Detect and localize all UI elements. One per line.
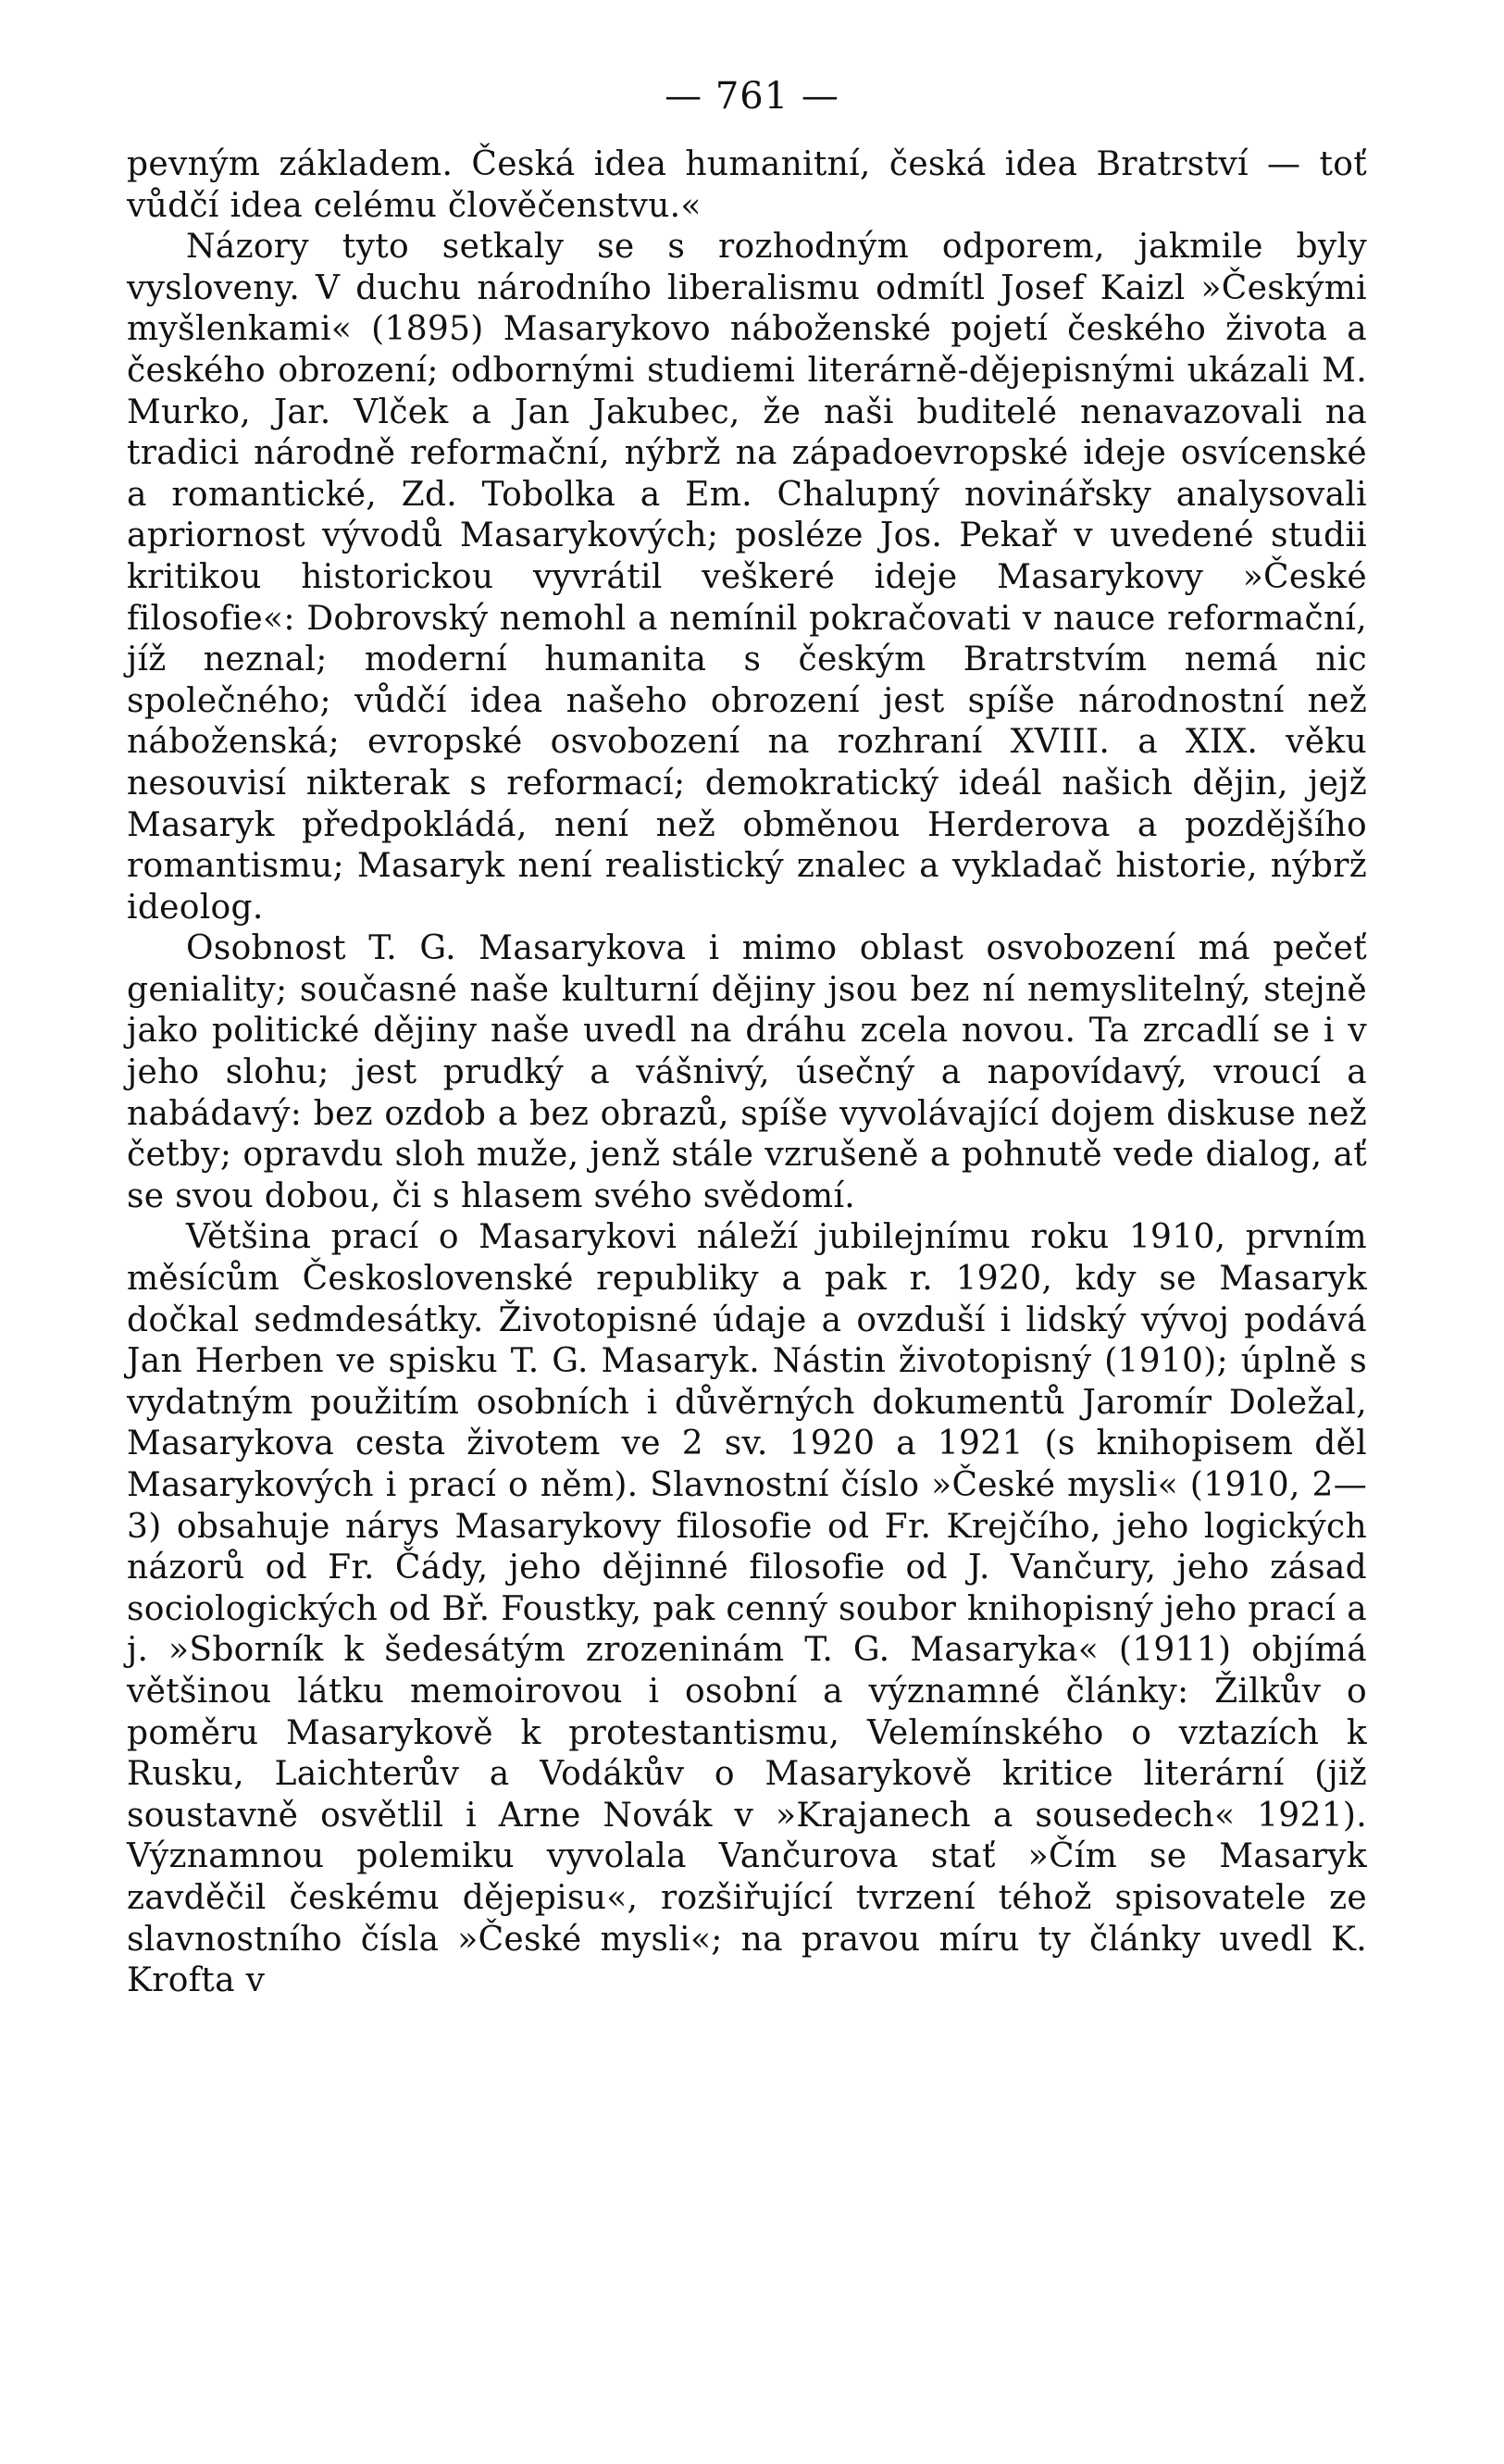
paragraph-continuation: pevným základem. Česká idea humanitní, česká idea Bratrství — toť vůdčí idea celému člověčenstvu.« [127, 145, 1367, 225]
paragraph-literature: Většina prací o Masarykovi náleží jubilejnímu roku 1910, prvním měsícům Československé republiky a pak r. 1920, kdy se Masaryk dočkal sedmdesátky. Životopisné údaje a ovzduší i lidský vývoj podává Jan Herben ve spisku T. G. Masaryk. Nástin životopisný (1910); úplně s vydatným použitím osobních i důvěrných dokumentů Jaromír Doležal, Masarykova cesta životem ve 2 sv. 1920 a 1921 (s knihopisem děl Masarykových i prací o něm). Slavnostní číslo »České mysli« (1910, 2—3) obsahuje nárys Masarykovy filosofie od Fr. Krejčího, jeho logických názorů od Fr. Čády, jeho dějinné filosofie od J. Vančury, jeho zásad sociologických od Bř. Foustky, pak cenný soubor knihopisný jeho prací a j. »Sborník k šedesátým zrozeninám T. G. Masaryka« (1911) objímá většinou látku memoirovou i osobní a významné články: Žilkův o poměru Masarykově k protestantismu, Velemínského o vztazích k Rusku, Laichterův a Vodákův o Masarykově kritice literární (již soustavně osvětlil i Arne Novák v »Krajanech a sousedech« 1921). Významnou polemiku vyvolala Vančurova stať »Čím se Masaryk zavděčil českému dějepisu«, rozšiřující tvrzení téhož spisovatele ze slavnostního čísla »České mysli«; na pravou míru ty články uvedl K. Krofta v [127, 1218, 1367, 2000]
paragraph-personality: Osobnost T. G. Masarykova i mimo oblast osvobození má pečeť geniality; současné naše kulturní dějiny jsou bez ní nemyslitelný, stejně jako politické dějiny naše uvedl na dráhu zcela novou. Ta zrcadlí se i v jeho slohu; jest prudký a vášnivý, úsečný a napovídavý, vroucí a nabádavý: bez ozdob a bez obrazů, spíše vyvolávající dojem diskuse než četby; opravdu sloh muže, jenž stále vzrušeně a pohnutě vede dialog, ať se svou dobou, či s hlasem svého svědomí. [127, 929, 1367, 1215]
body-text [127, 144, 1367, 2002]
page-number: — 761 — [665, 75, 839, 118]
paragraph-criticism: Názory tyto setkaly se s rozhodným odporem, jakmile byly vysloveny. V duchu národního liberalismu odmítl Josef Kaizl »Českými myšlenkami« (1895) Masarykovo náboženské pojetí českého života a českého obrození; odbornými studiemi literárně-dějepisnými ukázali M. Murko, Jar. Vlček a Jan Jakubec, že naši buditelé nenavazovali na tradici národně reformační, nýbrž na západoevropské ideje osvícenské a romantické, Zd. Tobolka a Em. Chalupný novinářsky analysovali apriornost vývodů Masarykových; posléze Jos. Pekař v uvedené studii kritikou historickou vyvrátil veškeré ideje Masarykovy »České filosofie«: Dobrovský nemohl a nemínil pokračovati v nauce reformační, jíž neznal; moderní humanita s českým Bratrstvím nemá nic společného; vůdčí idea našeho obrození jest spíše národnostní než náboženská; evropské osvobození na rozhraní XVIII. a XIX. věku nesouvisí nikterak s reformací; demokratický ideál našich dějin, jejž Masaryk předpokládá, není než obměnou Herderova a pozdějšího romantismu; Masaryk není realistický znalec a vykladač historie, nýbrž ideolog. [127, 228, 1367, 927]
